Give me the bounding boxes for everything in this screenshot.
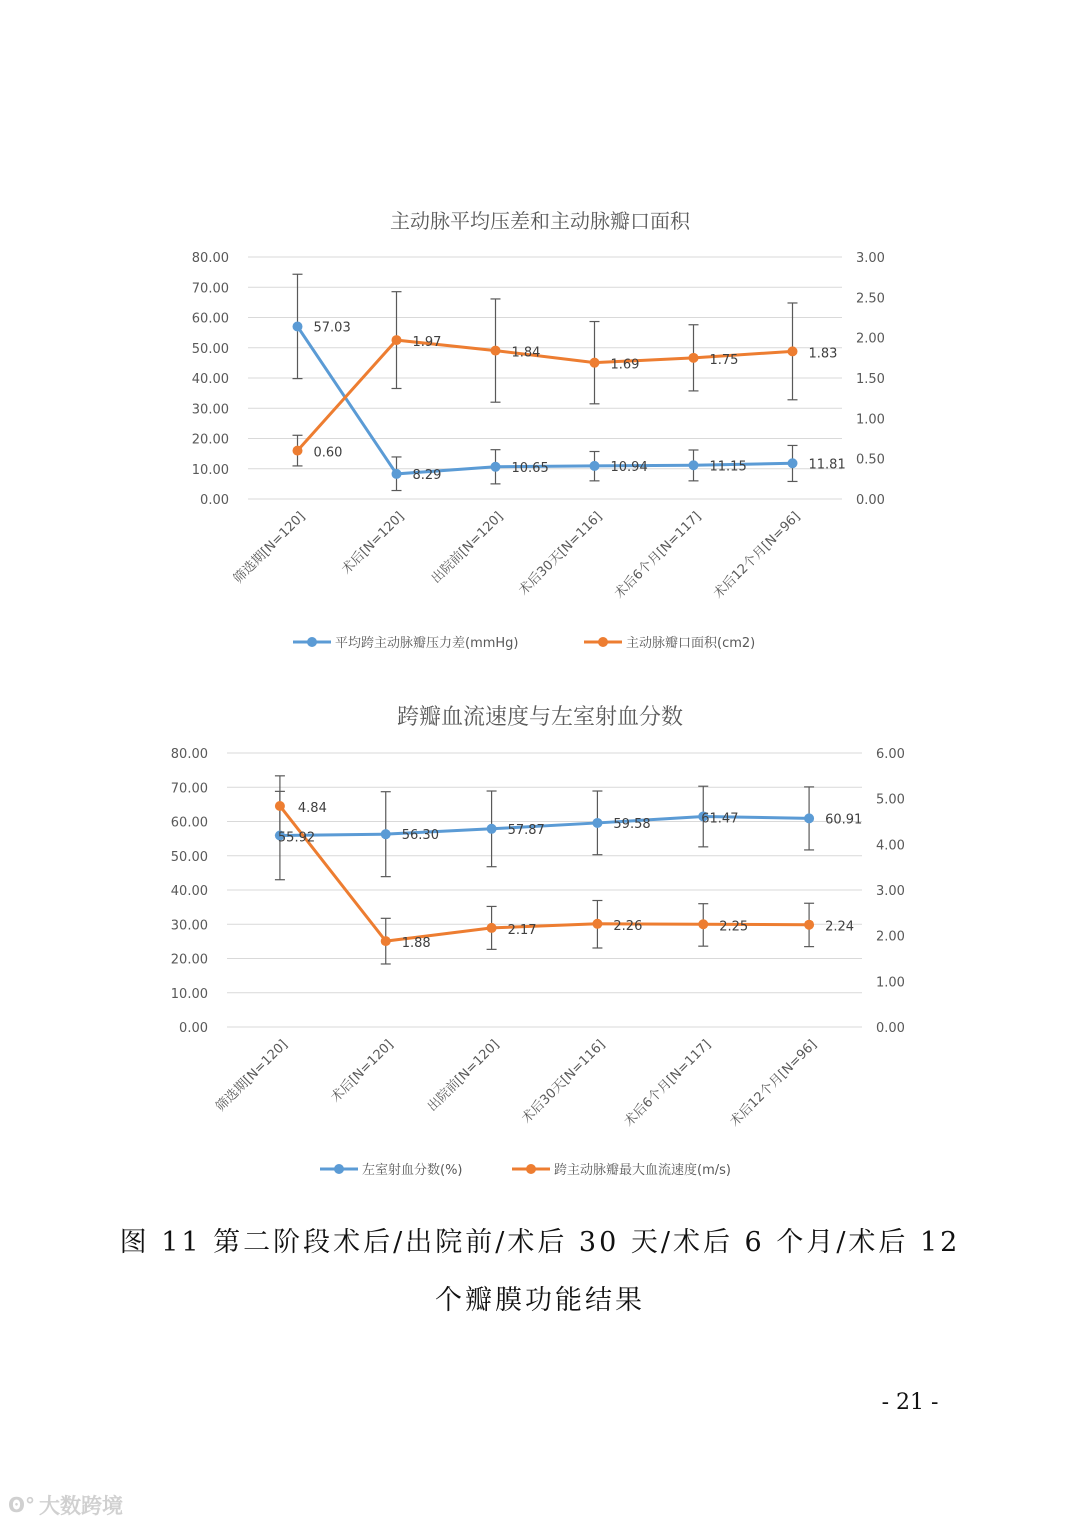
x-category-label: 术后30天[N=116] xyxy=(519,1037,609,1127)
y-left-tick-label: 80.00 xyxy=(170,747,208,762)
data-label: 56.30 xyxy=(401,828,439,844)
data-point xyxy=(491,462,501,472)
x-category-label: 术后12个月[N=96] xyxy=(727,1037,820,1130)
y-right-tick-label: 2.00 xyxy=(876,929,905,945)
data-label: 11.81 xyxy=(808,457,846,473)
data-label: 2.25 xyxy=(719,919,749,935)
y-right-tick-label: 0.50 xyxy=(856,452,885,468)
x-category-label: 术后12个月[N=96] xyxy=(710,509,804,602)
y-left-tick-label: 0.00 xyxy=(200,493,229,508)
chart-aortic-gradient-and-valve-area xyxy=(0,190,1080,670)
data-point xyxy=(491,346,501,356)
y-left-tick-label: 30.00 xyxy=(170,918,208,934)
series-line xyxy=(298,326,793,473)
data-label: 11.15 xyxy=(709,459,747,475)
data-label: 59.58 xyxy=(613,816,651,832)
x-category-label: 筛选期[N=120] xyxy=(213,1037,291,1115)
chart-velocity-and-ejection-fraction xyxy=(0,690,1080,1200)
y-left-tick-label: 10.00 xyxy=(170,986,208,1002)
legend-swatch-marker xyxy=(334,1164,344,1174)
x-category-label: 筛选期[N=120] xyxy=(230,509,309,587)
x-category-label: 术后[N=120] xyxy=(328,1037,397,1106)
y-left-tick-label: 40.00 xyxy=(191,372,229,387)
y-left-tick-label: 60.00 xyxy=(191,311,229,327)
data-point xyxy=(293,446,303,456)
data-point xyxy=(590,461,600,471)
watermark xyxy=(8,1490,123,1520)
chart-title: 跨瓣血流速度与左室射血分数 xyxy=(396,705,684,730)
y-left-tick-label: 50.00 xyxy=(191,341,229,357)
data-label: 1.97 xyxy=(412,335,442,351)
data-label: 1.84 xyxy=(511,345,541,361)
data-point xyxy=(804,920,814,930)
x-category-label: 术后[N=120] xyxy=(339,509,408,578)
data-point xyxy=(487,923,497,933)
legend-label: 平均跨主动脉瓣压力差(mmHg) xyxy=(335,636,519,651)
chart-title: 主动脉平均压差和主动脉瓣口面积 xyxy=(390,209,690,233)
data-label: 1.83 xyxy=(808,346,838,362)
watermark-text: 大数跨境 xyxy=(39,1494,124,1518)
data-point xyxy=(293,321,303,331)
data-point xyxy=(275,801,285,811)
legend-label: 跨主动脉瓣最大血流速度(m/s) xyxy=(554,1163,731,1178)
y-left-tick-label: 80.00 xyxy=(191,251,229,266)
y-right-tick-label: 1.50 xyxy=(856,372,885,387)
y-right-tick-label: 1.00 xyxy=(856,412,885,428)
data-point xyxy=(592,818,602,828)
x-category-label: 出院前[N=120] xyxy=(424,1037,503,1115)
y-left-tick-label: 50.00 xyxy=(170,849,208,865)
x-category-label: 出院前[N=120] xyxy=(428,509,507,587)
y-right-tick-label: 0.00 xyxy=(856,493,885,508)
page-number: - 21 - xyxy=(881,1390,939,1415)
y-left-tick-label: 10.00 xyxy=(191,462,229,478)
data-point xyxy=(689,460,699,470)
y-right-tick-label: 2.00 xyxy=(856,331,885,347)
legend-swatch-marker xyxy=(526,1164,536,1174)
y-left-tick-label: 40.00 xyxy=(170,884,208,899)
y-left-tick-label: 30.00 xyxy=(191,402,229,418)
data-point xyxy=(392,335,402,345)
data-label: 0.60 xyxy=(313,445,343,461)
data-point xyxy=(590,358,600,368)
data-label: 1.88 xyxy=(401,936,431,952)
x-category-label: 术后6个月[N=117] xyxy=(621,1037,715,1130)
y-right-tick-label: 4.00 xyxy=(876,838,905,854)
data-label: 10.65 xyxy=(511,460,549,476)
data-point xyxy=(698,919,708,929)
y-right-tick-label: 5.00 xyxy=(876,792,905,808)
data-label: 10.94 xyxy=(610,459,648,475)
data-label: 2.24 xyxy=(825,919,855,935)
data-point xyxy=(788,346,798,356)
data-label: 8.29 xyxy=(412,467,442,483)
data-label: 1.69 xyxy=(610,357,640,373)
y-left-tick-label: 60.00 xyxy=(170,815,208,831)
y-left-tick-label: 20.00 xyxy=(170,952,208,968)
data-point xyxy=(381,829,391,839)
y-left-tick-label: 20.00 xyxy=(191,432,229,448)
x-category-label: 术后30天[N=116] xyxy=(516,509,606,599)
data-point xyxy=(392,469,402,479)
data-label: 61.47 xyxy=(701,811,739,827)
y-right-tick-label: 3.00 xyxy=(876,884,905,899)
data-label: 60.91 xyxy=(825,812,863,828)
legend-swatch-marker xyxy=(307,637,317,647)
y-left-tick-label: 70.00 xyxy=(191,281,229,297)
data-point xyxy=(788,458,798,468)
data-point xyxy=(592,919,602,929)
figure-caption-line-2: 个瓣膜功能结果 xyxy=(435,1285,645,1316)
y-right-tick-label: 2.50 xyxy=(856,291,885,307)
data-label: 55.92 xyxy=(277,830,316,846)
data-point xyxy=(804,813,814,823)
data-label: 1.75 xyxy=(709,352,739,368)
y-right-tick-label: 1.00 xyxy=(876,975,905,991)
y-left-tick-label: 70.00 xyxy=(170,781,208,797)
data-label: 57.03 xyxy=(313,320,351,336)
data-label: 57.87 xyxy=(507,822,545,838)
y-right-tick-label: 3.00 xyxy=(856,251,885,266)
legend-label: 主动脉瓣口面积(cm2) xyxy=(626,636,756,651)
figure-caption-line-1: 图 11 第二阶段术后/出院前/术后 30 天/术后 6 个月/术后 12 xyxy=(119,1227,961,1258)
y-left-tick-label: 0.00 xyxy=(179,1021,208,1036)
legend-label: 左室射血分数(%) xyxy=(362,1163,463,1178)
x-category-label: 术后6个月[N=117] xyxy=(611,509,705,602)
data-point xyxy=(381,936,391,946)
watermark-logo-icon: ʘ° xyxy=(8,1493,36,1517)
data-label: 2.17 xyxy=(507,922,537,938)
data-point xyxy=(689,353,699,363)
data-label: 2.26 xyxy=(613,918,643,934)
data-label: 4.84 xyxy=(297,800,327,816)
data-point xyxy=(487,824,497,834)
y-right-tick-label: 6.00 xyxy=(876,747,905,762)
legend-swatch-marker xyxy=(598,637,608,647)
y-right-tick-label: 0.00 xyxy=(876,1021,905,1036)
